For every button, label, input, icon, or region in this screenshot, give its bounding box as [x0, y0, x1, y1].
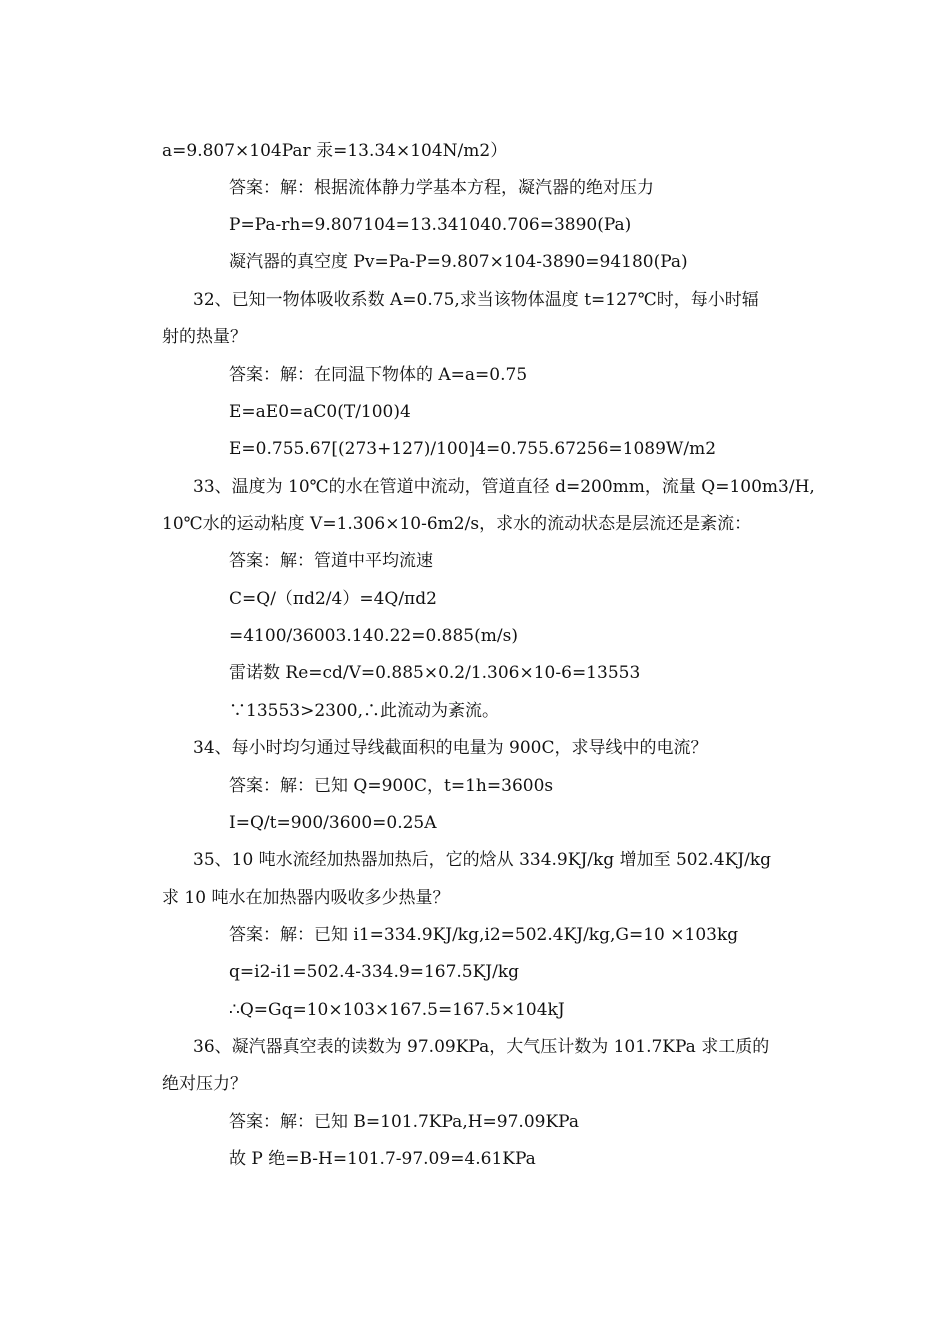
- text-line: 雷诺数 Re=cd/V=0.885×0.2/1.306×10-6=13553: [229, 663, 641, 683]
- text-line: E=aE0=aC0(T/100)4: [229, 402, 411, 422]
- question-32: 32、已知一物体吸收系数 A=0.75,求当该物体温度 t=127℃时，每小时辐: [193, 290, 759, 310]
- answer-line: 答案：解：管道中平均流速: [229, 551, 433, 571]
- question-35: 35、10 吨水流经加热器加热后，它的焓从 334.9KJ/kg 增加至 502.4KJ/kg: [193, 850, 772, 870]
- answer-line: 答案：解：已知 i1=334.9KJ/kg,i2=502.4KJ/kg,G=10 ×103kg: [229, 925, 739, 945]
- text-line: E=0.755.67[(273+127)/100]4=0.755.67256=1089W/m2: [229, 439, 717, 459]
- text-line: I=Q/t=900/3600=0.25A: [229, 813, 437, 833]
- text-line: a=9.807×104Par 汞=13.34×104N/m2）: [162, 141, 508, 161]
- answer-line: 答案：解：已知 Q=900C，t=1h=3600s: [229, 776, 554, 796]
- text-line: 绝对压力？: [162, 1074, 247, 1094]
- answer-line: 答案：解：根据流体静力学基本方程，凝汽器的绝对压力: [229, 178, 654, 198]
- question-36: 36、凝汽器真空表的读数为 97.09KPa，大气压计数为 101.7KPa 求工质的: [193, 1037, 770, 1057]
- answer-line: 答案：解：在同温下物体的 A=a=0.75: [229, 365, 528, 385]
- text-line: =4100/36003.140.22=0.885(m/s): [229, 626, 518, 646]
- text-line: C=Q/（πd2/4）=4Q/πd2: [229, 589, 437, 609]
- text-line: ∴Q=Gq=10×103×167.5=167.5×104kJ: [229, 1000, 565, 1020]
- text-line: 求 10 吨水在加热器内吸收多少热量？: [162, 888, 450, 908]
- text-line: 凝汽器的真空度 Pv=Pa-P=9.807×104-3890=94180(Pa): [229, 252, 688, 272]
- text-line: ∵13553>2300,∴此流动为紊流。: [229, 701, 499, 721]
- text-line: 射的热量？: [162, 327, 247, 347]
- question-33: 33、温度为 10℃的水在管道中流动，管道直径 d=200mm，流量 Q=100m3/H,: [193, 477, 815, 497]
- answer-line: 答案：解：已知 B=101.7KPa,H=97.09KPa: [229, 1112, 579, 1132]
- question-34: 34、每小时均匀通过导线截面积的电量为 900C，求导线中的电流？: [193, 738, 708, 758]
- text-line: P=Pa-rh=9.807104=13.341040.706=3890(Pa): [229, 215, 632, 235]
- text-line: 故 P 绝=B-H=101.7-97.09=4.61KPa: [229, 1149, 536, 1169]
- text-line: q=i2-i1=502.4-334.9=167.5KJ/kg: [229, 962, 520, 982]
- text-line: 10℃水的运动粘度 V=1.306×10-6m2/s，求水的流动状态是层流还是紊流：: [162, 514, 752, 534]
